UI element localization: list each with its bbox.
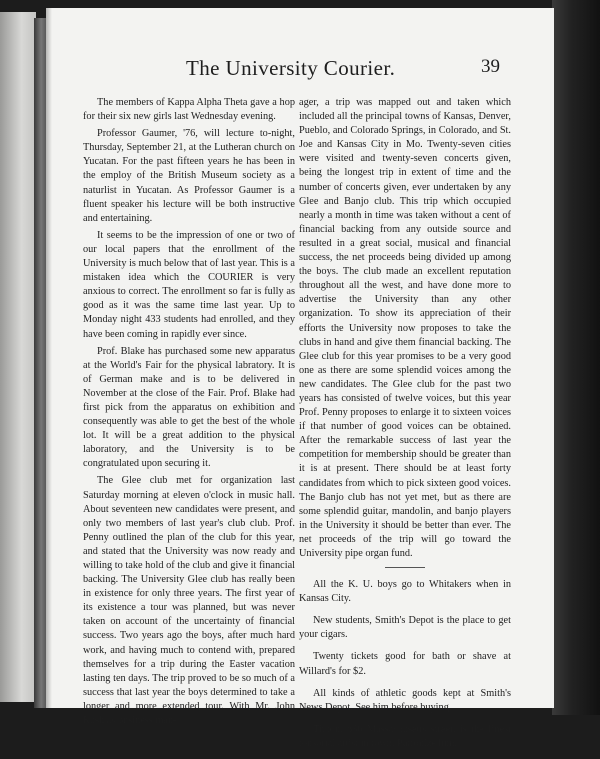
page-number: 39: [481, 56, 500, 77]
notices-list: [299, 578, 511, 751]
facing-page-edge: [0, 12, 36, 702]
page-header: [46, 56, 554, 86]
paragraph: The members of Kappa Alpha Theta gave a hop for their six new girls last Wednesday evening.: [83, 97, 295, 123]
paragraph: It seems to be the impression of one or two of our local papers that the enrollment of the University is much below that of last year. This is a mistaken idea which the COURIER is very anxious to correct. The enrollment so far is fully as good as it was the same time last year. Up to Monday night 433 students had enrolled, and they have been coming in rapidly ever since.: [83, 229, 295, 340]
right-column: [299, 96, 511, 759]
spine-shadow: [46, 8, 52, 708]
newspaper-page: [46, 8, 554, 749]
notice: New students, Smith's Depot is the place to get your cigars.: [299, 615, 511, 641]
section-divider: [385, 567, 425, 568]
paragraph-continued: ager, a trip was mapped out and taken which included all the principal towns of Kansas, Denver, Pueblo, and Colorado Springs, in Colorado, and St. Joe and Kansas City in Mo. Twenty-seven cities were visited and twenty-seven concerts given, being the longest trip in extent of time and the number of concerts given, ever undertaken by any Glee and Banjo club. This trip which occupied nearly a month in time was taken without a cent of financial backing from any outside source and resulted in a great social, musical and financial success, the net proceeds being divided up among the boys. The club made an excellent reputation throughout all the west, and have done more to advertise the University than any other organization. To show its appreciation of their efforts the University now proposes to take the clubs in hand and give them financial backing. The Glee club for this year promises to be a very good one as there are some splendid voices among the new candidates. The Glee club for the past two years has consisted of twelve voices, but this year Prof. Penny proposes to enlarge it to sixteen voices if that number of good voices can be obtained. After the remarkable success of last year the competition for membership should be greater than it is at present. There should be at least forty candidates from which to pick sixteen good voices. The Banjo club has not yet met, but as there are some splendid guitar, mandolin, and banjo players in the University it should be better than ever. The net proceeds of the trip will go toward the University pipe organ fund.: [299, 97, 511, 559]
book-gutter: [34, 18, 46, 708]
paragraph: Professor Gaumer, '76, will lecture to-night, Thursday, September 21, at the Lutheran church on Yucatan. For the past fifteen years he has been in the employ of the British Museum society as a naturlist in Yucatan. As Professor Gaumer is a fluent speaker his lecture will be both instructive and entertaining.: [83, 128, 295, 224]
notice: All kinds of athletic goods kept at Smith's News Depot. See him before buying.: [299, 687, 511, 713]
notice: All the K. U. boys go to Whitakers when in Kansas City.: [299, 579, 511, 605]
scanner-background: [552, 0, 600, 715]
left-column: [83, 96, 295, 731]
notice: Twenty tickets good for bath or shave at Willard's for $2.: [299, 651, 511, 677]
masthead-title: The University Courier.: [186, 56, 396, 80]
notice: Tipton, 836 Massachusetts street, is the finest tonsorial artist in town. Patronize him.: [299, 723, 511, 749]
paragraph: The Glee club met for organization last Saturday morning at eleven o'clock in music hall. About seventeen new candidates were present, and only two members of last year's club club. Prof. Penny outlined the plan of the club for this year, and stated that the University was now ready and willing to take hold of the club and give it financial backing. The University Glee club has really been in existence for only three years. The first year of its existence a tour was planned, but was never taken on account of the uncertainty of financial success. Two years ago the boys, after much hard work, and having much to contend with, prepared themselves for a trip during the Easter vacation lasting ten days. The trip proved to be so much of a success that last year the boys determined to take a longer and more extended tour. With Mr. John Rush as business man-: [83, 475, 295, 727]
paragraph: Prof. Blake has purchased some new apparatus at the World's Fair for the physical labratory. It is of German make and is to be delivered in November at the close of the Fair. Prof. Blake had first pick from the apparatus on exhibition and consequently was able to get the best of the whole lot. It will be a great addition to the physical laboratory, and the University is to be congratulated upon securing it.: [83, 345, 295, 470]
